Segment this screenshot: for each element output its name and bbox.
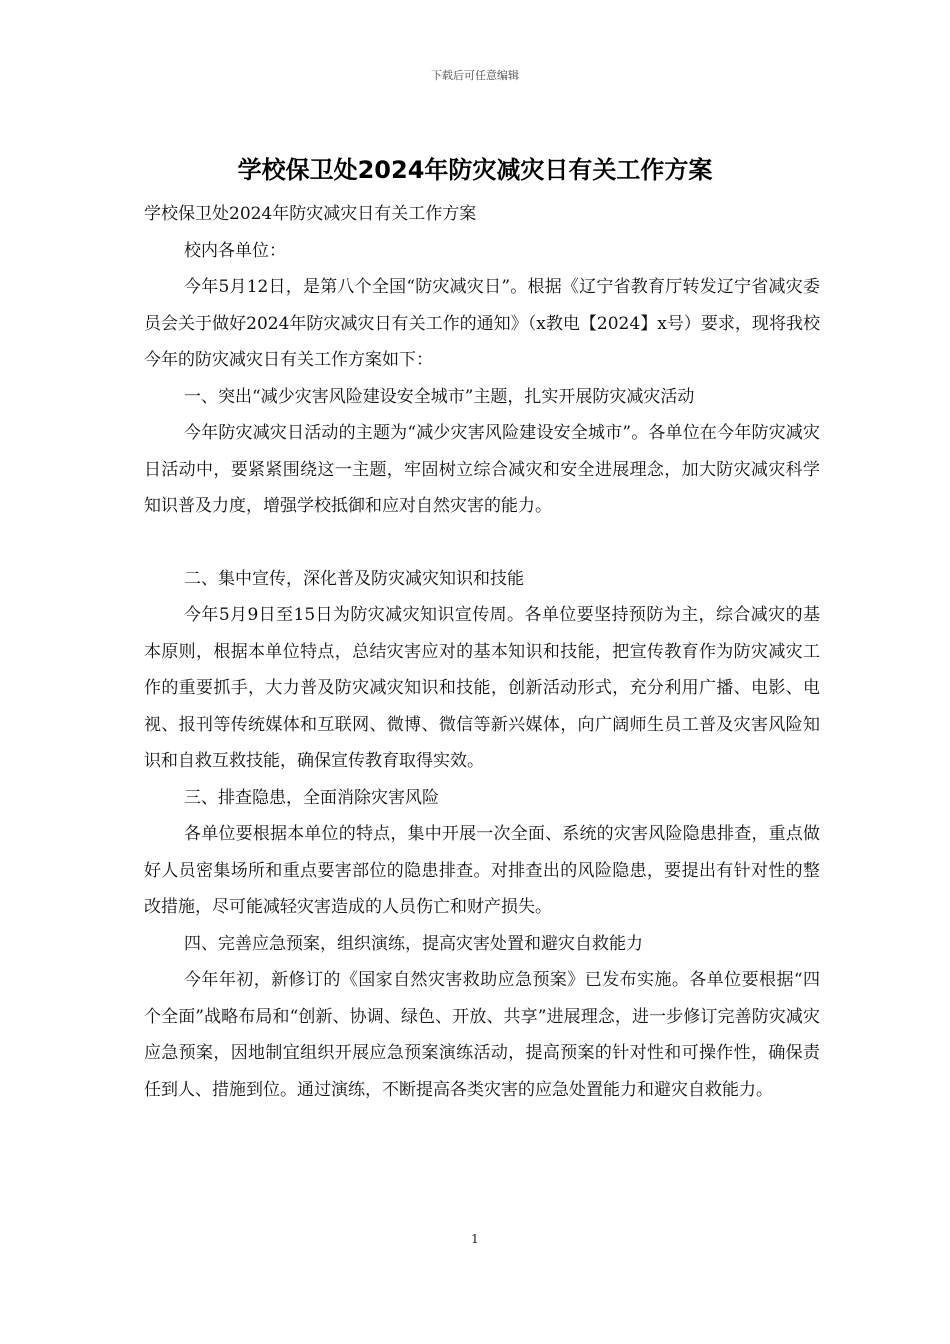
paragraph-gap bbox=[144, 525, 820, 561]
section-heading-4: 四、完善应急预案，组织演练，提高灾害处置和避灾自救能力 bbox=[184, 933, 643, 954]
body-paragraph: 今年年初，新修订的《国家自然灾害救助应急预案》已发布实施。各单位要根据“四个全面”战略布局和“创新、协调、绿色、开放、共享”进展理念，进一步修订完善防灾减灾应急预案，因地制宜组织开展应急预案演练活动，提高预案的针对性和可操作性，确保责任到人、措施到位。通过演练，不断提高各类灾害的应急处置能力和避灾自救能力。 bbox=[144, 970, 820, 1100]
subtitle-paragraph: 学校保卫处2024年防灾减灾日有关工作方案 bbox=[144, 204, 477, 224]
body-paragraph: 各单位要根据本单位的特点，集中开展一次全面、系统的灾害风险隐患排查，重点做好人员密集场所和重点要害部位的隐患排查。对排查出的风险隐患，要提出有针对性的整改措施，尽可能减轻灾害造成的人员伤亡和财产损失。 bbox=[144, 824, 820, 917]
page-header: 下载后可任意编辑 bbox=[431, 69, 519, 82]
document-title: 学校保卫处2024年防灾减灾日有关工作方案 bbox=[237, 156, 713, 184]
section-heading-1: 一、突出“减少灾害风险建设安全城市”主题，扎实开展防灾减灾活动 bbox=[184, 386, 695, 407]
body-paragraph: 今年5月9日至15日为防灾减灾知识宣传周。各单位要坚持预防为主，综合减灾的基本原则，根据本单位特点，总结灾害应对的基本知识和技能，把宣传教育作为防灾减灾工作的重要抓手，大力普及防灾减灾知识和技能，创新活动形式，充分利用广播、电影、电视、报刊等传统媒体和互联网、微博、微信等新兴媒体，向广阔师生员工普及灾害风险知识和自救互救技能，确保宣传教育取得实效。 bbox=[144, 605, 820, 771]
page-number: 1 bbox=[471, 1232, 479, 1246]
document-body bbox=[144, 196, 820, 1108]
salutation: 校内各单位： bbox=[184, 240, 286, 261]
intro-paragraph: 今年5月12日，是第八个全国“防灾减灾日”。根据《辽宁省教育厅转发辽宁省减灾委员会关于做好2024年防灾减灾日有关工作的通知》（x教电【2024】x号）要求，现将我校今年的防灾减灾日有关工作方案如下： bbox=[144, 277, 820, 370]
section-heading-3: 三、排查隐患，全面消除灾害风险 bbox=[184, 787, 439, 808]
body-paragraph: 今年防灾减灾日活动的主题为“减少灾害风险建设安全城市”。各单位在今年防灾减灾日活动中，要紧紧围绕这一主题，牢固树立综合减灾和安全进展理念，加大防灾减灾科学知识普及力度，增强学校抵御和应对自然灾害的能力。 bbox=[144, 423, 820, 516]
section-heading-2: 二、集中宣传，深化普及防灾减灾知识和技能 bbox=[184, 568, 524, 589]
